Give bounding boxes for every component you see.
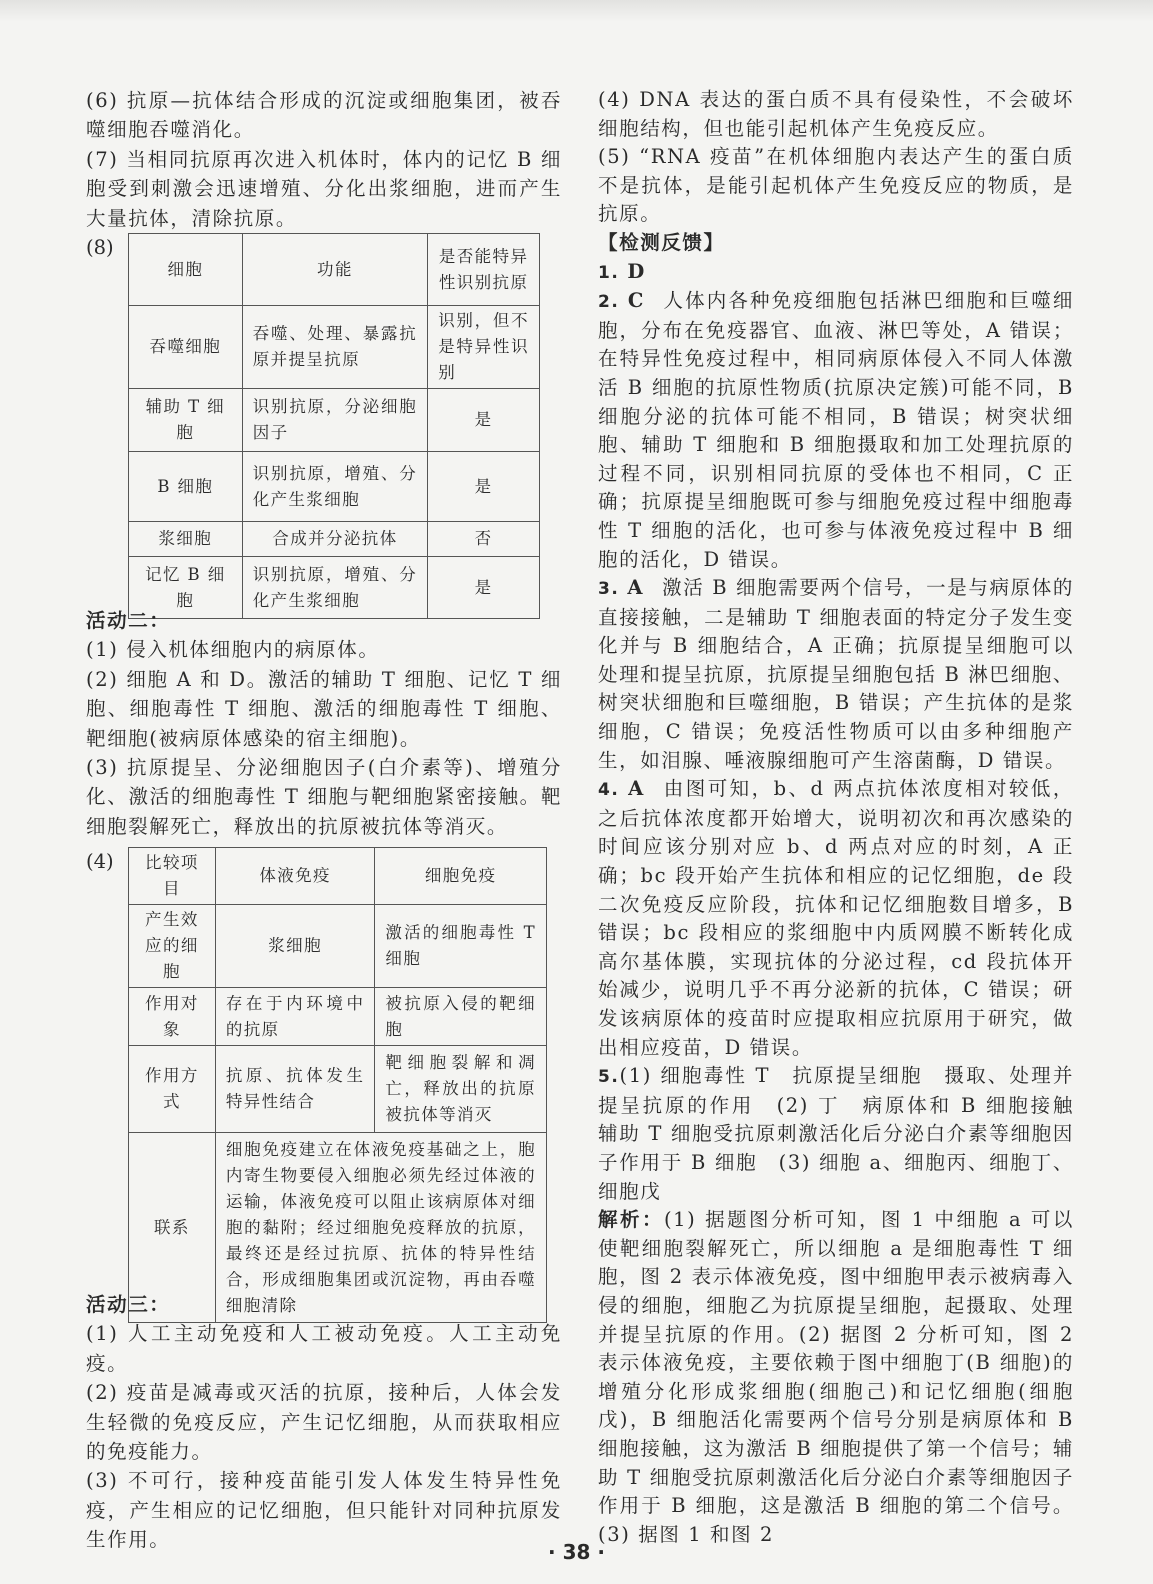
relation-text: 细胞免疫建立在体液免疫基础之上，胞内寄生物要侵入细胞必须先经过体液的运输，体液免疫可以阻止该病原体对细胞的黏附；经过细胞免疫释放的抗原，最终还是经过抗原、抗体的特异性结合，形成细胞集团或沉淀物，再由吞噬细胞清除: [215, 1133, 546, 1323]
header-humoral: 体液免疫: [215, 848, 375, 905]
row-label: 联系: [129, 1133, 216, 1323]
header-specific: 是否能特异性识别抗原: [428, 234, 540, 306]
question-number: 2.: [598, 292, 620, 313]
table-row: [129, 1046, 547, 1133]
analysis-text: (1) 据题图分析可知，图 1 中细胞 a 可以使靶细胞裂解死亡，所以细胞 a 是细胞毒性 T 细胞，图 2 表示体液免疫，图中细胞甲表示被病毒入侵的细胞，细胞乙为抗原提呈细胞，起摄取、处理并提呈抗原的作用。(2) 据图 2 分析可知，图 2 表示体液免疫，主要依赖于图中细胞丁(B 细胞)的增殖分化形成浆细胞(细胞己)和记忆细胞(细胞戊)，B 细胞活化需要两个信号分别是病原体和 B 细胞接触，这为激活 B 细胞提供了第一个信号；辅助 T 细胞受抗原刺激活化后分泌白介素等细胞因子作用于 B 细胞，这是激活 B 细胞的第二个信号。(3) 据图 1 和图 2: [598, 1208, 1074, 1546]
answer-text: (1) 细胞毒性 T 抗原提呈细胞 摄取、处理并提呈抗原的作用 (2) 丁 病原体和 B 细胞接触 辅助 T 细胞受抗原刺激活化后分泌白介素等细胞因子作用于 B 细胞 (3) 细胞 a、细胞丙、细胞丁、细胞戊: [598, 1064, 1096, 1203]
scan-edge: [0, 0, 1153, 22]
activity-2-item: (2) 细胞 A 和 D。激活的辅助 T 细胞、记忆 T 细胞、细胞毒性 T 细胞、激活的细胞毒性 T 细胞、靶细胞(被病原体感染的宿主细胞)。: [86, 667, 562, 750]
analysis: [598, 1206, 1074, 1549]
answer-6: (6) 抗原—抗体结合形成的沉淀或细胞集团，被吞噬细胞吞噬消化。: [86, 89, 562, 142]
activity-2-block: [86, 606, 562, 841]
row-label: 作用方式: [129, 1046, 216, 1133]
table-row: [129, 452, 540, 522]
answer-choice: A: [627, 576, 645, 600]
answer-7: (7) 当相同抗原再次进入机体时，体内的记忆 B 细胞受到刺激会迅速增殖、分化出浆细胞，进而产生大量抗体，清除抗原。: [86, 147, 562, 230]
answer-4: (4) DNA 表达的蛋白质不具有侵染性，不会破坏细胞结构，但也能引起机体产生免疫反应。: [598, 88, 1074, 140]
explanation: 激活 B 细胞需要两个信号，一是与病原体的直接接触，二是辅助 T 细胞表面的特定分子发生变化并与 B 细胞结合，A 正确；抗原提呈细胞可以处理和提呈抗原，抗原提呈细胞包括 B 淋巴细胞、树突状细胞和巨噬细胞，B 错误；产生抗体的是浆细胞，C 错误；免疫活性物质可以由多种细胞产生，如泪腺、唾液腺细胞可产生溶菌酶，D 错误。: [598, 576, 1075, 772]
cell-function: 识别抗原，增殖、分化产生浆细胞: [242, 452, 428, 522]
humoral-value: 存在于内环境中的抗原: [215, 988, 375, 1046]
activity-2-item: (1) 侵入机体细胞内的病原体。: [86, 638, 380, 662]
activity-3-item: (2) 疫苗是减毒或灭活的抗原，接种后，人体会发生轻微的免疫反应，产生记忆细胞，从而获取相应的免疫能力。: [86, 1381, 562, 1464]
cell-specific: 是: [428, 389, 540, 452]
cell-name: B 细胞: [129, 452, 243, 522]
table-row: [129, 988, 547, 1046]
analysis-label: 解析：: [598, 1208, 664, 1232]
answer-4-label: (4): [86, 850, 114, 873]
question-5: [598, 1062, 1096, 1206]
cell-name: 吞噬细胞: [129, 306, 243, 389]
header-cell: 细胞: [129, 234, 243, 306]
cell-specific: 是: [428, 452, 540, 522]
question-3: [598, 574, 1074, 775]
explanation: 人体内各种免疫细胞包括淋巴细胞和巨噬细胞，分布在免疫器官、血液、淋巴等处，A 错误；在特异性免疫过程中，相同病原体侵入不同人体激活 B 细胞的抗原性物质(抗原决定簇)可能不同，B 细胞分泌的抗体可能不相同，B 错误；树突状细胞、辅助 T 细胞和 B 细胞摄取和加工处理抗原的过程不同，识别相同抗原的受体也不相同，C 正确；抗原提呈细胞既可参与细胞免疫过程中细胞毒性 T 细胞的活化，也可参与体液免疫过程中 B 细胞的活化，D 错误。: [598, 289, 1074, 571]
header-item: 比较项目: [129, 848, 216, 905]
activity-2-item: (3) 抗原提呈、分泌细胞因子(白介素等)、增殖分化、激活的细胞毒性 T 细胞与靶细胞紧密接触。靶细胞裂解死亡，释放出的抗原被抗体等消灭。: [86, 756, 562, 838]
answer-choice: D: [627, 259, 646, 283]
cell-name: 记忆 B 细胞: [129, 557, 243, 619]
answer-5: (5) “RNA 疫苗”在机体细胞内表达产生的蛋白质不是抗体，是能引起机体产生免疫反应的物质，是抗原。: [598, 145, 1074, 226]
cellular-value: 靶细胞裂解和凋亡，释放出的抗原被抗体等消灭: [375, 1046, 547, 1133]
question-number: 5.: [598, 1067, 620, 1088]
question-number: 1.: [598, 262, 620, 283]
table-row: [129, 905, 547, 988]
humoral-value: 抗原、抗体发生特异性结合: [215, 1046, 375, 1133]
cell-specific: 是: [428, 557, 540, 619]
answer-8-label: (8): [86, 236, 114, 259]
cell-function: 合成并分泌抗体: [242, 522, 428, 557]
cell-name: 辅助 T 细胞: [129, 389, 243, 452]
question-2: [598, 287, 1074, 574]
answer-choice: A: [628, 777, 645, 801]
activity-3-item: (3) 不可行，接种疫苗能引发人体发生特异性免疫，产生相应的记忆细胞，但只能针对同种抗原发生作用。: [86, 1469, 562, 1552]
right-column: [598, 86, 1096, 1549]
cellular-value: 被抗原入侵的靶细胞: [375, 988, 547, 1046]
cell-specific: 识别，但不是特异性识别: [428, 306, 540, 389]
question-number: 3.: [598, 579, 620, 600]
table-row: [129, 522, 540, 557]
table-row: [129, 306, 540, 389]
cell-function: 识别抗原，分泌细胞因子: [242, 389, 428, 452]
question-1: [598, 258, 1074, 288]
activity-2-title: 活动二：: [86, 609, 171, 632]
header-cellular: 细胞免疫: [375, 848, 547, 905]
row-label: 产生效应的细胞: [129, 905, 216, 988]
activity-3-title: 活动三：: [86, 1293, 171, 1316]
cell-function: 吞噬、处理、暴露抗原并提呈抗原: [242, 306, 428, 389]
header-function: 功能: [242, 234, 428, 306]
cell-specific: 否: [428, 522, 540, 557]
table-row: [129, 389, 540, 452]
page-number: · 38 ·: [548, 1540, 605, 1564]
explanation: 由图可知，b、d 两点抗体浓度相对较低，之后抗体浓度都开始增大，说明初次和再次感染的时间应该分别对应 b、d 两点对应的时刻，A 正确；bc 段开始产生抗体和相应的记忆细胞，de 段二次免疫反应阶段，抗体和记忆细胞数目增多，B 错误；bc 段相应的浆细胞中内质网膜不断转化成高尔基体膜，实现抗体的分泌过程，cd 段抗体开始减少，说明几乎不再分泌新的抗体，C 错误；研发该病原体的疫苗时应提取相应抗原用于研究，做出相应疫苗，D 错误。: [598, 777, 1074, 1059]
row-label: 作用对象: [129, 988, 216, 1046]
cell-function: 识别抗原，增殖、分化产生浆细胞: [242, 557, 428, 619]
cell-name: 浆细胞: [129, 522, 243, 557]
activity-3-item: (1) 人工主动免疫和人工被动免疫。人工主动免疫。: [86, 1322, 562, 1375]
table-header-row: [129, 848, 547, 905]
cell-function-table: [128, 233, 540, 619]
answer-choice: C: [627, 289, 645, 313]
table-header-row: [129, 234, 540, 306]
immunity-comparison-table: [128, 847, 547, 1323]
humoral-value: 浆细胞: [215, 905, 375, 988]
activity-3-block: [86, 1290, 562, 1555]
question-number: 4.: [598, 780, 620, 801]
cellular-value: 激活的细胞毒性 T 细胞: [375, 905, 547, 988]
question-4: [598, 775, 1074, 1062]
left-top-block: [86, 86, 562, 233]
feedback-title: 【检测反馈】: [598, 230, 725, 254]
